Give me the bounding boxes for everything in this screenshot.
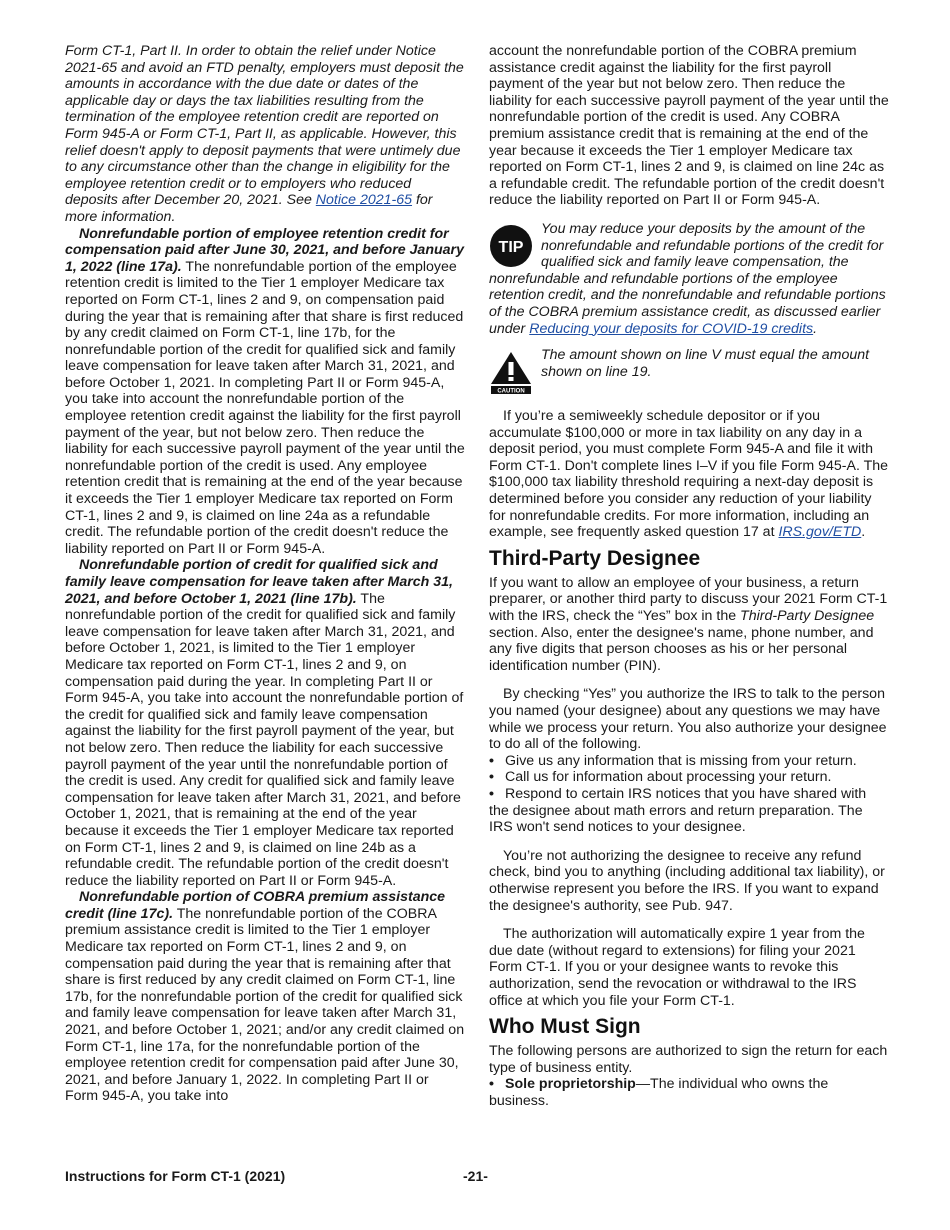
semiweekly-paragraph: [489, 408, 889, 541]
third-party-section-name: Third-Party Designee: [740, 608, 875, 625]
semiweekly-text: If you’re a semiweekly schedule depositor or if you accumulate $100,000 or more in tax liability on any day in a deposit period, you must complete Form 945-A and file it with Form CT-1. Don't complete lines I–V if you file Form 945-A. The $100,000 tax liability threshold requiring a next-day deposit is determined before you consider any reduction of your liability for nonrefundable credits. For more information, including an example, see frequently asked question 17 at: [489, 408, 889, 541]
footer-title: Instructions for Form CT-1 (2021): [65, 1168, 286, 1184]
sole-proprietorship-item: [489, 1076, 889, 1109]
third-party-text-a: If you want to allow an employee of your business, a return preparer, or another third party to discuss your 2021 Form CT-1 with the IRS, check the “Yes” box in the: [489, 574, 888, 625]
left-column: [65, 43, 465, 1105]
sole-proprietorship-label: Sole proprietorship: [505, 1076, 636, 1093]
line-17c-body: The nonrefundable portion of the COBRA premium assistance credit is limited to the Tier 1 employer Medicare tax reported on Form CT-1, lines 2 and 9, on compensation paid during the year that is remaining after that share is first reduced by any credit claimed on Form CT-1, line 17b, for the nonrefundable portion of the credit for qualified sick and family leave compensation for leave taken after March 31, 2021, and before October 1, 2021; and/or any credit claimed on Form CT-1, line 17a, for the nonrefundable portion of the employee retention credit for compensation paid after June 30, 2021, and before January 1, 2022. In completing Part II or Form 945-A, you take into: [65, 905, 465, 1105]
line-17a-heading: Nonrefundable portion of employee retention credit for compensation paid after June 30, 2021, and before January 1, 2022 (line 17a).: [65, 225, 464, 275]
bullet-dot: •: [489, 752, 494, 769]
right-column: [489, 43, 889, 1109]
tip-icon: [489, 224, 533, 268]
bullet-text: Give us any information that is missing from your return.: [505, 752, 857, 769]
bullet-dot: •: [489, 1076, 494, 1093]
tip-text: [489, 221, 889, 337]
line-17b-paragraph: [65, 557, 465, 889]
line-17b-heading: Nonrefundable portion of credit for qualified sick and family leave compensation for leave taken after March 31, 2021, and before October 1, 2021 (line 17b).: [65, 557, 453, 607]
reducing-deposits-link[interactable]: Reducing your deposits for COVID-19 credits: [529, 320, 814, 337]
not-authorizing-paragraph: You’re not authorizing the designee to receive any refund check, bind you to anything (including additional tax liability), or otherwise represent you before the IRS. If you want to expand the designee's authority, see Pub. 947.: [489, 847, 885, 914]
bullet-item: [489, 769, 889, 786]
caution-icon-label: CAUTION: [497, 388, 525, 395]
semiweekly-end: .: [861, 524, 866, 541]
notice-paragraph: [65, 43, 465, 226]
tip-body: You may reduce your deposits by the amount of the nonrefundable and refundable portions of the credit for qualified sick and family leave compensation, the nonrefundable and refundable portions of the employee retention credit, and the nonrefundable and refundable portions of the COBRA premium assistance credit, as discussed earlier under: [489, 220, 886, 337]
cobra-continuation-paragraph: account the nonrefundable portion of the COBRA premium assistance credit against the liability for the first payroll payment of the year but not below zero. Then reduce the liability for each successive payroll payment of the year until the nonrefundable portion of the credit is used. Any COBRA premium assistance credit that is remaining at the end of the year because it exceeds the Tier 1 employer Medicare tax reported on Form CT-1, lines 2 and 9, is claimed on line 24c as a refundable credit. The refundable portion of the credit doesn't reduce the liability reported on Part II or Form 945-A.: [489, 43, 889, 209]
notice-text-end: for more information.: [65, 192, 433, 225]
who-must-sign-paragraph: The following persons are authorized to sign the return for each type of business entity.: [489, 1043, 888, 1076]
notice-2021-65-link[interactable]: Notice 2021-65: [315, 192, 413, 209]
page-number: -21-: [463, 1168, 488, 1184]
bullet-text: Call us for information about processing your return.: [505, 769, 832, 786]
line-17c-heading: Nonrefundable portion of COBRA premium assistance credit (line 17c).: [65, 889, 446, 922]
line-17a-body: The nonrefundable portion of the employee retention credit is limited to the Tier 1 employer Medicare tax reported on Form CT-1, lines 2 and 9, on compensation paid during the year that is remaining after that share is first reduced by any credit claimed on Form CT-1, line 17b, for the nonrefundable portion of the credit for qualified sick and family leave compensation for leave taken after March 31, 2021, and before October 1, 2021. In completing Part II or Form 945-A, you take into account the nonrefundable portion of the employee retention credit against the liability for the first payroll payment of the year, but not below zero. Then reduce the liability for each successive payroll payment of the year until the nonrefundable portion of the credit is used. Any employee retention credit that is remaining at the end of the year because it exceeds the Tier 1 employer Medicare tax reported on Form CT-1, lines 2 and 9, is claimed on line 24a as a refundable credit. The refundable portion of the credit doesn't reduce the liability reported on Part II or Form 945-A.: [65, 258, 465, 557]
line-17c-paragraph: [65, 889, 465, 1105]
tip-note: [489, 221, 889, 337]
line-17a-paragraph: [65, 226, 465, 558]
third-party-designee-heading: Third-Party Designee: [489, 546, 701, 570]
third-party-text-b: section. Also, enter the designee's name, phone number, and any five digits that person chooses as his or her personal identification number (PIN).: [489, 624, 874, 674]
caution-note: [489, 347, 889, 396]
bullet-item: [489, 786, 889, 836]
bullet-dot: •: [489, 785, 494, 802]
authorization-expire-paragraph: The authorization will automatically expire 1 year from the due date (without regard to extensions) for filing your 2021 Form CT-1. If you or your designee wants to revoke this authorization, send the revocation or withdrawal to the IRS office at which you file your Form CT-1.: [489, 926, 865, 1009]
irs-etd-link[interactable]: IRS.gov/ETD: [778, 524, 862, 541]
line-17b-body: The nonrefundable portion of the credit for qualified sick and family leave compensation for leave taken after March 31, 2021, and before October 1, 2021, is limited to the Tier 1 employer Medicare tax reported on Form CT-1, lines 2 and 9, on compensation paid during the year. In completing Part II or Form 945-A, you take into account the nonrefundable portion of the credit for qualified sick and family leave compensation against the liability for the first payroll payment of the year, but not below zero. Then reduce the liability for each successive payroll payment of the year until the nonrefundable portion of the credit is used. Any credit for qualified sick and family leave compensation for leave taken after March 31, 2021, and before October 1, 2021, that is remaining at the end of the year because it exceeds the Tier 1 employer Medicare tax reported on Form CT-1, lines 2 and 9, is claimed on line 24b as a refundable credit. The refundable portion of the credit doesn't reduce the liability reported on Part II or Form 945-A.: [65, 590, 464, 889]
who-must-sign-heading: Who Must Sign: [489, 1015, 641, 1039]
bullet-text: Respond to certain IRS notices that you have shared with the designee about math errors and return preparation. The IRS won't send notices to your designee.: [489, 785, 867, 836]
notice-text: Form CT-1, Part II. In order to obtain the relief under Notice 2021-65 and avoid an FTD penalty, employers must deposit the amounts in accordance with the due date or dates of the applicable day or days the tax liabilities resulting from the termination of the employee retention credit are reported on Form 945-A or Form CT-1, Part II, as applicable. However, this relief doesn't apply to deposit payments that were untimely due to any circumstance other than the change in eligibility for the employee retention credit or to employers who reduced deposits after December 20, 2021. See: [65, 43, 464, 209]
sole-proprietorship-text: —The individual who owns the business.: [489, 1076, 829, 1109]
tip-icon-label: TIP: [498, 238, 524, 256]
bullet-item: [489, 753, 889, 770]
bullet-dot: •: [489, 769, 494, 786]
tip-end: .: [813, 320, 818, 337]
caution-icon: [489, 350, 533, 394]
caution-text: The amount shown on line V must equal the amount shown on line 19.: [541, 347, 870, 380]
authorize-paragraph: By checking “Yes” you authorize the IRS to talk to the person you named (your designee) about any questions we may have while we process your return. You also authorize your designee to do all of the following.: [489, 686, 887, 753]
third-party-paragraph: [489, 575, 889, 675]
